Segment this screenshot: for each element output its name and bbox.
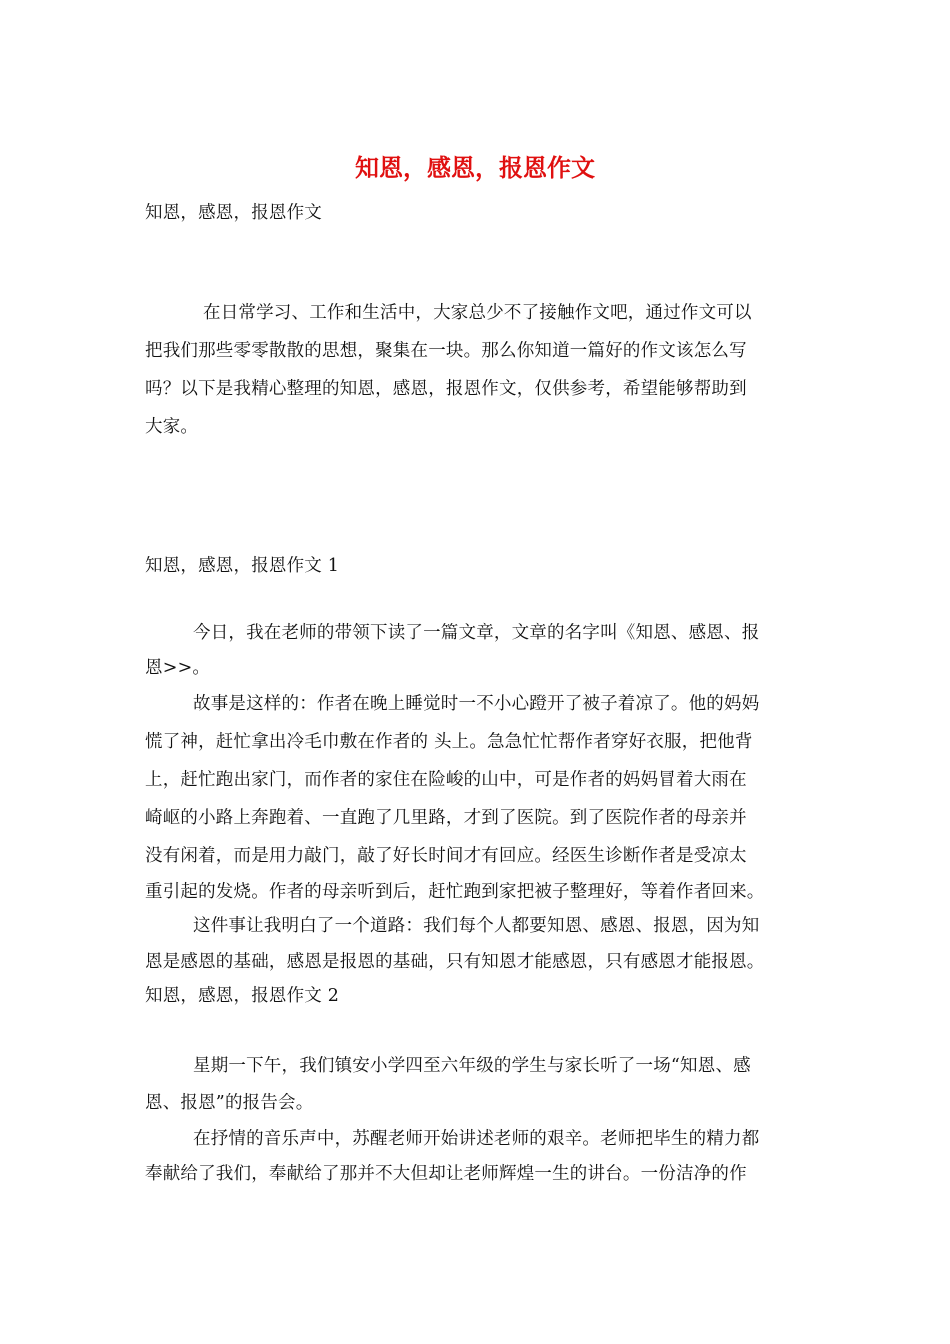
essay1-line: 重引起的发烧。作者的母亲听到后，赶忙跑到家把被子整理好，等着作者回来。: [145, 882, 765, 902]
intro-line: 吗？以下是我精心整理的知恩，感恩，报恩作文，仅供参考，希望能够帮助到: [145, 379, 747, 399]
essay1-line: 这件事让我明白了一个道路：我们每个人都要知恩、感恩、报恩，因为知: [193, 916, 760, 936]
intro-line: 把我们那些零零散散的思想，聚集在一块。那么你知道一篇好的作文该怎么写: [145, 341, 747, 361]
essay2-line: 恩、报恩”的报告会。: [145, 1093, 314, 1113]
essay1-line: 恩>>。: [145, 658, 211, 678]
intro-line: 大家。: [145, 417, 199, 437]
essay1-line: 今日，我在老师的带领下读了一篇文章，文章的名字叫《知恩、感恩、报: [193, 623, 760, 643]
essay2-line: 奉献给了我们，奉献给了那并不大但却让老师辉煌一生的讲台。一份洁净的作: [145, 1164, 747, 1184]
essay2-line: 星期一下午，我们镇安小学四至六年级的学生与家长听了一场“知恩、感: [193, 1056, 751, 1076]
essay1-line: 慌了神，赶忙拿出冷毛巾敷在作者的 头上。急急忙忙帮作者穿好衣服，把他背: [145, 732, 753, 752]
essay1-line: 没有闲着，而是用力敲门，敲了好长时间才有回应。经医生诊断作者是受凉太: [145, 846, 747, 866]
essay1-line: 故事是这样的：作者在晚上睡觉时一不小心蹬开了被子着凉了。他的妈妈: [193, 694, 760, 714]
essay1-heading: 知恩，感恩，报恩作文 1: [145, 556, 340, 576]
document-title: 知恩，感恩，报恩作文: [355, 153, 595, 182]
essay1-line: 上，赶忙跑出家门，而作者的家住在险峻的山中，可是作者的妈妈冒着大雨在: [145, 770, 747, 790]
intro-line: 在日常学习、工作和生活中，大家总少不了接触作文吧，通过作文可以: [203, 303, 752, 323]
essay1-line: 崎岖的小路上奔跑着、一直跑了几里路，才到了医院。到了医院作者的母亲并: [145, 808, 747, 828]
essay2-heading: 知恩，感恩，报恩作文 2: [145, 986, 340, 1006]
essay2-line: 在抒情的音乐声中，苏醒老师开始讲述老师的艰辛。老师把毕生的精力都: [193, 1129, 760, 1149]
document-subtitle: 知恩，感恩，报恩作文: [145, 203, 322, 223]
essay1-line: 恩是感恩的基础，感恩是报恩的基础，只有知恩才能感恩，只有感恩才能报恩。: [145, 952, 765, 972]
